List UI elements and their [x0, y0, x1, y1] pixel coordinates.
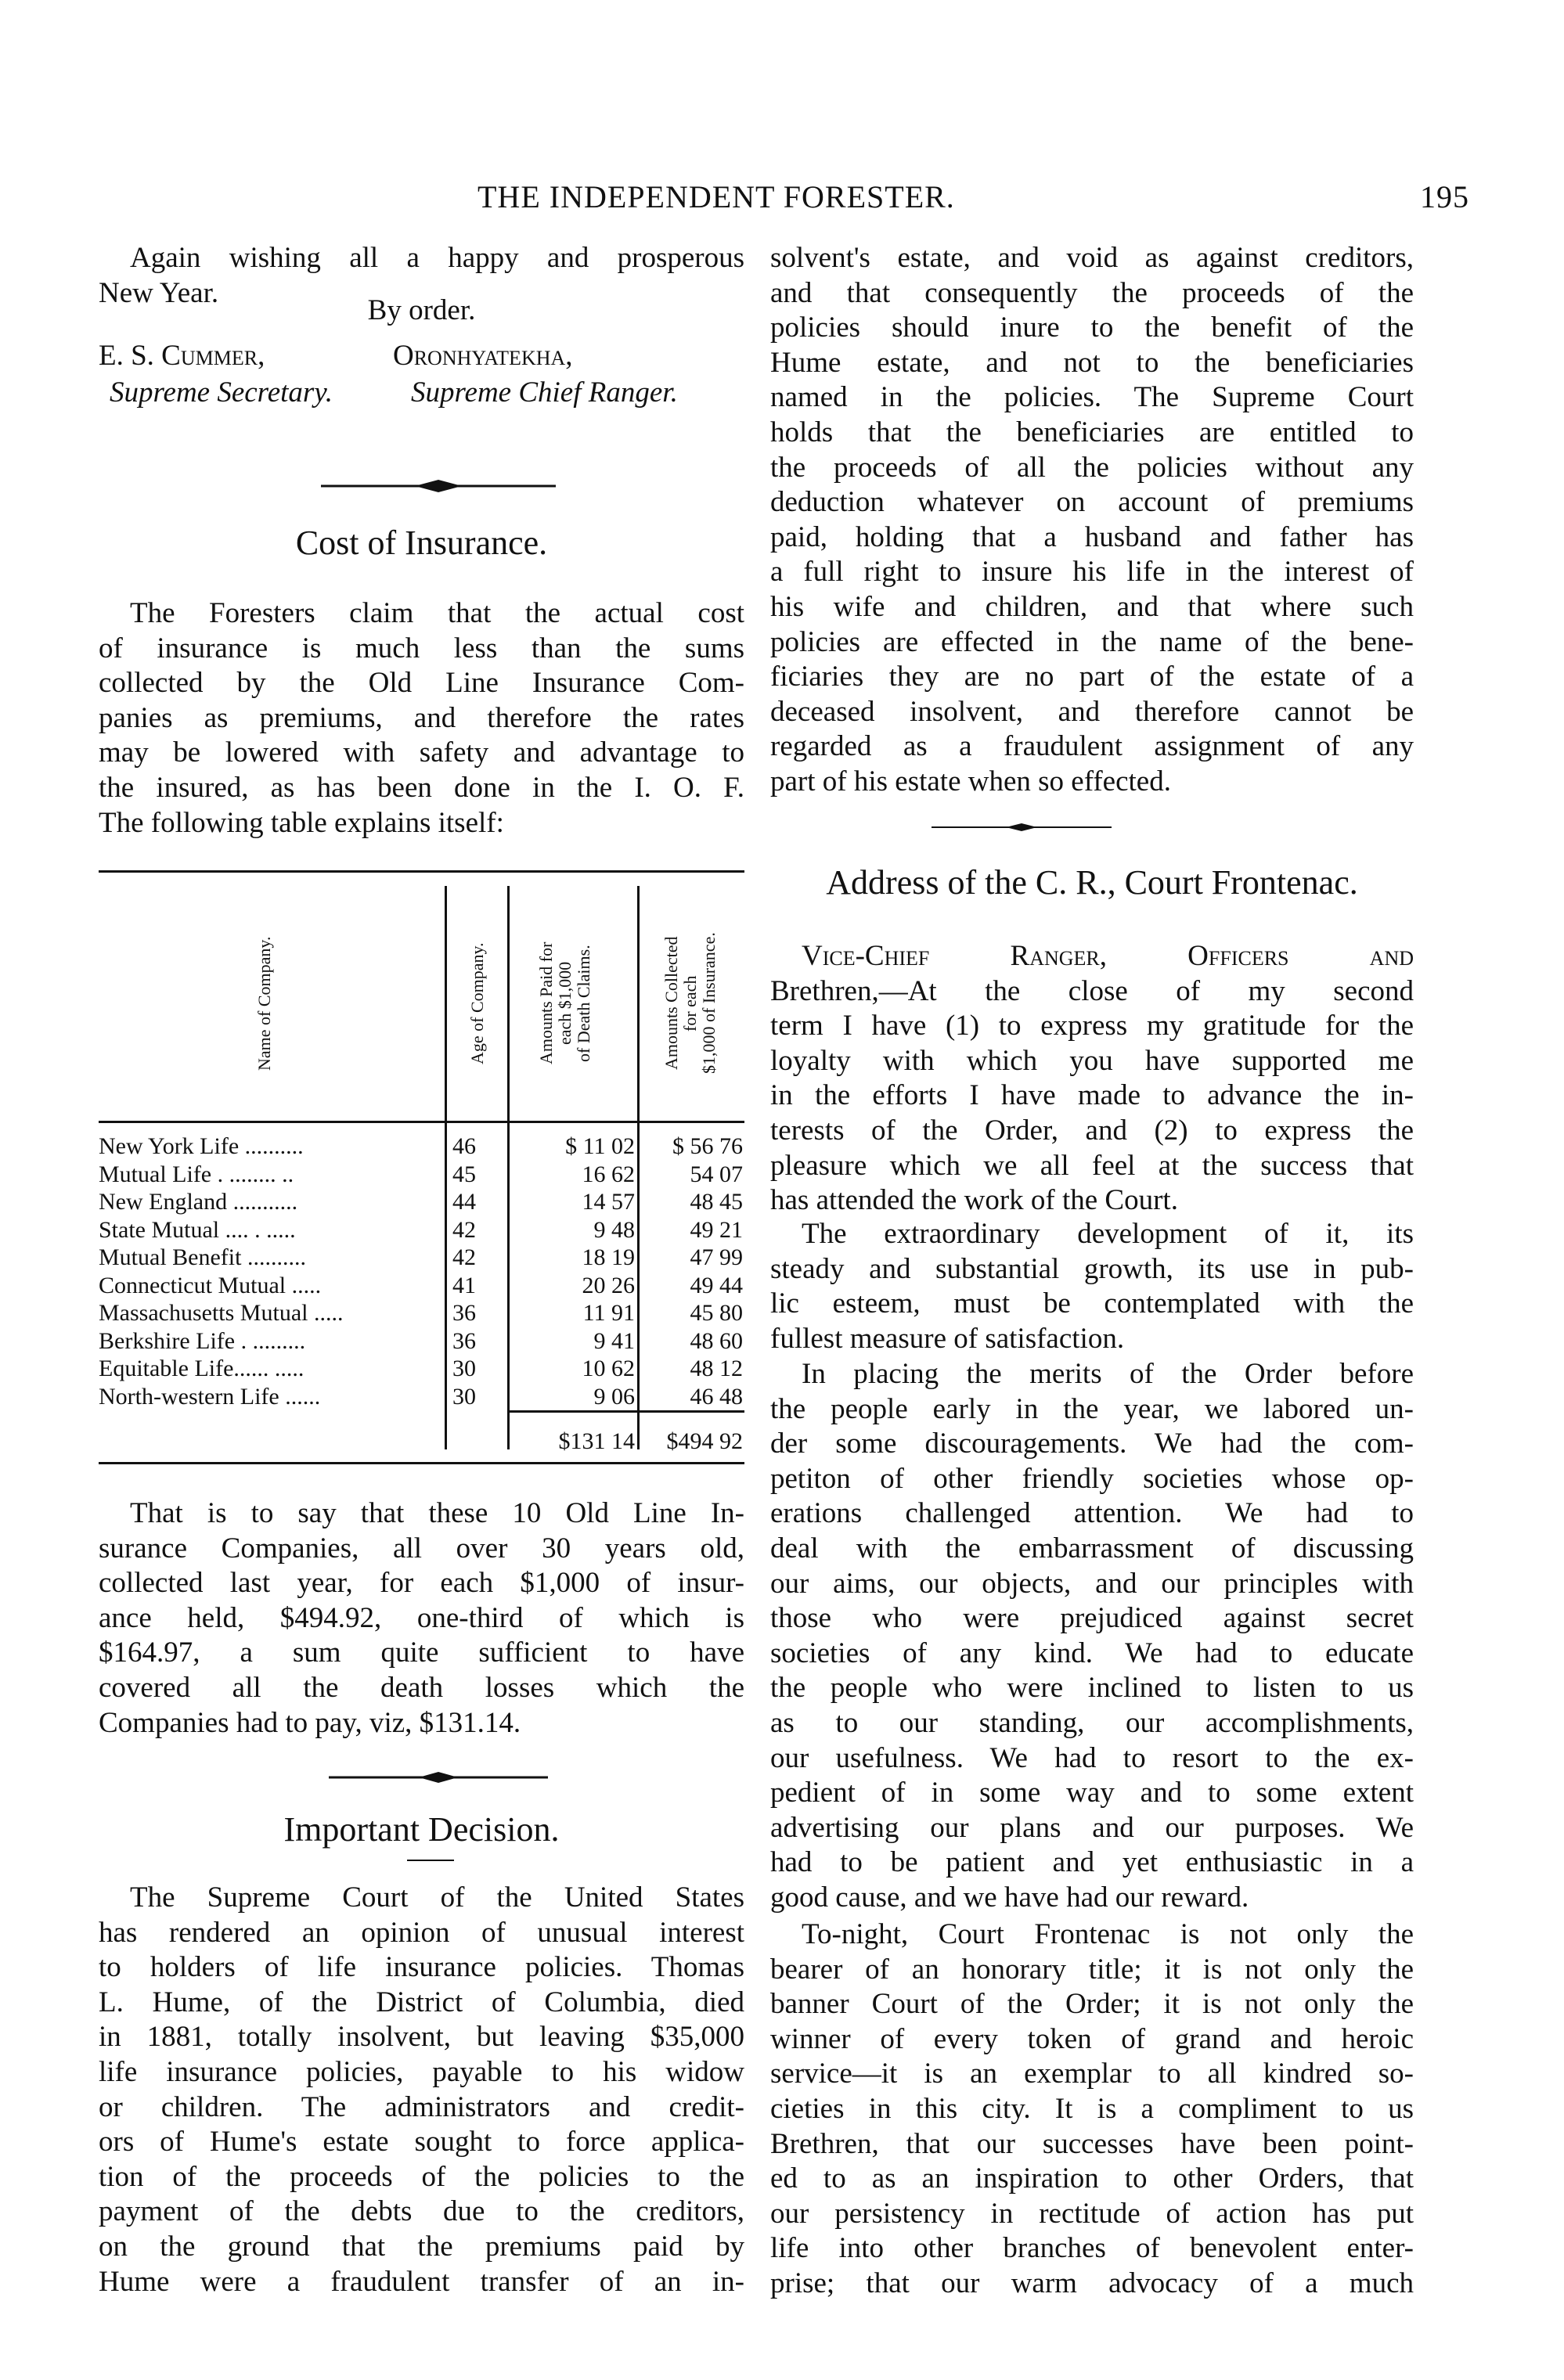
text-line: cieties in this city. It is a compliment to us	[770, 2093, 1414, 2125]
text-line: Brethren,—At the close of my second	[770, 974, 1414, 1007]
text-line: the people early in the year, we labored un-	[770, 1392, 1414, 1425]
text-line: ficiaries they are no part of the estate of a	[770, 661, 1414, 693]
table-cell-name: North-western Life ......	[99, 1383, 321, 1410]
by-order: By order.	[367, 294, 476, 326]
table-cell-collected: 47 99	[690, 1244, 743, 1270]
table-cell-name: Massachusetts Mutual .....	[99, 1300, 344, 1326]
text-line: has rendered an opinion of unusual interest	[99, 1916, 744, 1949]
section-heading-decision: Important Decision.	[283, 1810, 560, 1849]
table-cell-age: 42	[452, 1244, 476, 1270]
signer-name-1: E. S. Cummer,	[99, 340, 265, 372]
table-cell-age: 36	[452, 1327, 476, 1354]
text-line: our aims, our objects, and our principles with	[770, 1567, 1414, 1600]
text-line: banner Court of the Order; it is not only the	[770, 1988, 1414, 2021]
text-line: deduction whatever on account of premiums	[770, 486, 1414, 519]
table-cell-paid: 20 26	[582, 1272, 635, 1298]
text-line: Hume estate, and not to the beneficiaries	[770, 346, 1414, 379]
table-cell-name: Mutual Benefit ..........	[99, 1244, 306, 1270]
text-line: The Supreme Court of the United States	[130, 1881, 744, 1914]
text-line: ed to as an inspiration to other Orders, that	[770, 2162, 1414, 2195]
text-line: fullest measure of satisfaction.	[770, 1322, 1125, 1355]
text-line: pedient of in some way and to some extent	[770, 1777, 1414, 1809]
table-cell-paid: 9 06	[593, 1383, 635, 1410]
text-line: covered all the death losses which the	[99, 1672, 744, 1704]
text-line: term I have (1) to express my gratitude for the	[770, 1010, 1414, 1042]
table-cell-name: Connecticut Mutual .....	[99, 1272, 322, 1298]
text-line: The extraordinary development of it, its	[802, 1218, 1414, 1250]
text-line: as to our standing, our accomplishments,	[770, 1707, 1414, 1739]
table-cell-name: Equitable Life...... .....	[99, 1356, 305, 1381]
table-cell-collected: 48 60	[690, 1327, 743, 1354]
header-paid-line: of Death Claims.	[574, 945, 593, 1062]
text-line: the people who were inclined to listen to us	[770, 1672, 1414, 1705]
text-line: Hume were a fraudulent transfer of an in-	[99, 2265, 744, 2298]
table-cell-collected: 46 48	[690, 1383, 743, 1410]
table-cell-paid: 18 19	[582, 1244, 635, 1270]
text-line: solvent's estate, and void as against creditors,	[770, 242, 1414, 274]
text-line: Companies had to pay, viz, $131.14.	[99, 1706, 521, 1739]
text-line: surance Companies, all over 30 years old,	[99, 1532, 744, 1564]
text-line: lic esteem, must be contemplated with the	[770, 1287, 1414, 1320]
table-cell-age: 30	[452, 1356, 476, 1381]
header-collected-line: $1,000 of Insurance.	[699, 932, 719, 1075]
text-line: had to be patient and yet enthusiastic in a	[770, 1846, 1414, 1879]
ornament-divider	[329, 1769, 548, 1786]
text-line: the insured, as has been done in the I. O. F.	[99, 772, 744, 804]
text-line: petiton of other friendly societies whose op-	[770, 1462, 1414, 1495]
text-line: paid, holding that a husband and father has	[770, 520, 1414, 553]
table-cell-collected: 45 80	[690, 1300, 743, 1326]
table-cell-age: 45	[452, 1161, 476, 1187]
text-line: deal with the embarrassment of discussing	[770, 1532, 1414, 1564]
text-line: named in the policies. The Supreme Court	[770, 381, 1414, 414]
table-cell-paid: 9 41	[593, 1327, 635, 1354]
ornament-divider	[932, 819, 1112, 835]
header-amounts-collected	[662, 898, 719, 1109]
table-cell-name: State Mutual .... . .....	[99, 1216, 296, 1243]
signer-title-2: Supreme Chief Ranger.	[411, 376, 678, 409]
header-paid-line: each $1,000	[555, 961, 575, 1046]
ornament-divider	[321, 477, 556, 495]
table-cell-paid: $ 11 02	[565, 1133, 635, 1159]
text-line: der some discouragements. We had the com-	[770, 1428, 1414, 1460]
text-line: Again wishing all a happy and prosperous	[130, 242, 744, 274]
text-line: and that consequently the proceeds of the	[770, 276, 1414, 309]
table-cell-paid: 14 57	[582, 1189, 635, 1215]
table-cell-collected: 49 21	[690, 1216, 743, 1243]
table-cell-paid: 16 62	[582, 1161, 635, 1187]
text-line: advertising our plans and our purposes. We	[770, 1811, 1414, 1844]
text-line: in 1881, totally insolvent, but leaving $35,000	[99, 2021, 744, 2054]
text-line: has attended the work of the Court.	[770, 1184, 1178, 1217]
text-line: in the efforts I have made to advance the in-	[770, 1079, 1414, 1112]
text-line: payment of the debts due to the creditors,	[99, 2195, 744, 2228]
text-line: part of his estate when so effected.	[770, 765, 1171, 798]
table-cell-collected: 48 12	[690, 1356, 743, 1381]
text-line: the proceeds of all the policies without any	[770, 451, 1414, 484]
text-line: panies as premiums, and therefore the rates	[99, 701, 744, 734]
table-cell-name: New England ...........	[99, 1189, 298, 1215]
text-line: The Foresters claim that the actual cost	[130, 597, 744, 629]
table-cell-collected: 48 45	[690, 1189, 743, 1215]
text-line: loyalty with which you have supported me	[770, 1044, 1414, 1077]
header-collected-line: for each	[680, 975, 700, 1032]
text-line: To-night, Court Frontenac is not only the	[802, 1918, 1414, 1950]
text-line: regarded as a fraudulent assignment of any	[770, 730, 1414, 763]
header-paid-line: Amounts Paid for	[536, 942, 556, 1065]
table-cell-age: 44	[452, 1189, 476, 1215]
table-cell-age: 30	[452, 1383, 476, 1410]
text-line: pleasure which we all feel at the success that	[770, 1149, 1414, 1182]
total-collected: $494 92	[666, 1428, 743, 1454]
header-amounts-paid	[537, 898, 593, 1109]
text-line: The following table explains itself:	[99, 806, 504, 839]
text-line: That is to say that these 10 Old Line In-	[130, 1497, 744, 1529]
table-cell-name: Mutual Life . ........ ..	[99, 1161, 294, 1187]
text-line: to holders of life insurance policies. Thomas	[99, 1951, 744, 1984]
text-line: ors of Hume's estate sought to force applica-	[99, 2126, 744, 2159]
text-line: Brethren, that our successes have been point-	[770, 2127, 1414, 2160]
text-line: or children. The administrators and credit-	[99, 2090, 744, 2123]
table-cell-age: 46	[452, 1133, 476, 1159]
header-name-of-company: Name of Company.	[254, 936, 274, 1071]
table-cell-collected: 54 07	[690, 1161, 743, 1187]
section-heading-cost: Cost of Insurance.	[295, 524, 548, 562]
table-cell-paid: 10 62	[582, 1356, 635, 1381]
signer-name-2: Oronhyatekha,	[393, 340, 573, 372]
text-line: service—it is an exemplar to all kindred so-	[770, 2058, 1414, 2090]
text-line: ance held, $494.92, one-third of which is	[99, 1601, 744, 1634]
header-age-of-company: Age of Company.	[467, 942, 487, 1064]
text-line: New Year.	[99, 276, 219, 309]
page-number: 195	[1420, 179, 1469, 214]
table-cell-collected: $ 56 76	[672, 1133, 743, 1159]
signer-title-1: Supreme Secretary.	[110, 376, 333, 409]
text-line: our usefulness. We had to resort to the ex-	[770, 1741, 1414, 1774]
running-title: THE INDEPENDENT FORESTER.	[477, 179, 955, 214]
text-line: deceased insolvent, and therefore cannot be	[770, 695, 1414, 728]
text-line: good cause, and we have had our reward.	[770, 1881, 1249, 1914]
total-paid: $131 14	[558, 1428, 635, 1454]
text-line: terests of the Order, and (2) to express the	[770, 1114, 1414, 1147]
text-line: collected by the Old Line Insurance Com-	[99, 667, 744, 700]
section-heading-address: Address of the C. R., Court Frontenac.	[826, 863, 1358, 902]
text-line: life insurance policies, payable to his widow	[99, 2056, 744, 2088]
table-cell-age: 36	[452, 1300, 476, 1326]
text-line: collected last year, for each $1,000 of insur-	[99, 1567, 744, 1600]
text-line: L. Hume, of the District of Columbia, died	[99, 1986, 744, 2018]
text-line: those who were prejudiced against secret	[770, 1602, 1414, 1635]
text-line: In placing the merits of the Order before	[802, 1358, 1414, 1390]
text-line: a full right to insure his life in the interest of	[770, 556, 1414, 589]
text-line: life into other branches of benevolent enter-	[770, 2232, 1414, 2265]
text-line: may be lowered with safety and advantage to	[99, 736, 744, 769]
insurance-cost-table	[99, 870, 744, 1467]
table-cell-paid: 11 91	[582, 1300, 635, 1326]
table-cell-collected: 49 44	[690, 1272, 743, 1298]
short-rule	[407, 1860, 454, 1861]
text-line: tion of the proceeds of the policies to the	[99, 2160, 744, 2193]
text-line: our persistency in rectitude of action has put	[770, 2197, 1414, 2230]
text-line: policies are effected in the name of the bene-	[770, 625, 1414, 658]
table-cell-name: New York Life ..........	[99, 1133, 304, 1159]
text-line: policies should inure to the benefit of the	[770, 311, 1414, 344]
table-cell-name: Berkshire Life . .........	[99, 1327, 306, 1354]
text-line: $164.97, a sum quite sufficient to have	[99, 1636, 744, 1669]
table-cell-age: 41	[452, 1272, 476, 1298]
text-line: Vice-Chief Ranger, Officers and	[802, 940, 1414, 972]
table-cell-age: 42	[452, 1216, 476, 1243]
text-line: prise; that our warm advocacy of a much	[770, 2267, 1414, 2299]
text-line: winner of every token of grand and heroic	[770, 2022, 1414, 2055]
header-collected-line: Amounts Collected	[661, 936, 681, 1071]
text-line: his wife and children, and that where such	[770, 591, 1414, 623]
text-line: steady and substantial growth, its use in pub-	[770, 1252, 1414, 1285]
text-line: bearer of an honorary title; it is not only the	[770, 1953, 1414, 1986]
text-line: of insurance is much less than the sums	[99, 632, 744, 664]
table-cell-paid: 9 48	[593, 1216, 635, 1243]
text-line: holds that the beneficiaries are entitled to	[770, 416, 1414, 448]
text-line: on the ground that the premiums paid by	[99, 2231, 744, 2263]
text-line: erations challenged attention. We had to	[770, 1497, 1414, 1530]
text-line: societies of any kind. We had to educate	[770, 1636, 1414, 1669]
